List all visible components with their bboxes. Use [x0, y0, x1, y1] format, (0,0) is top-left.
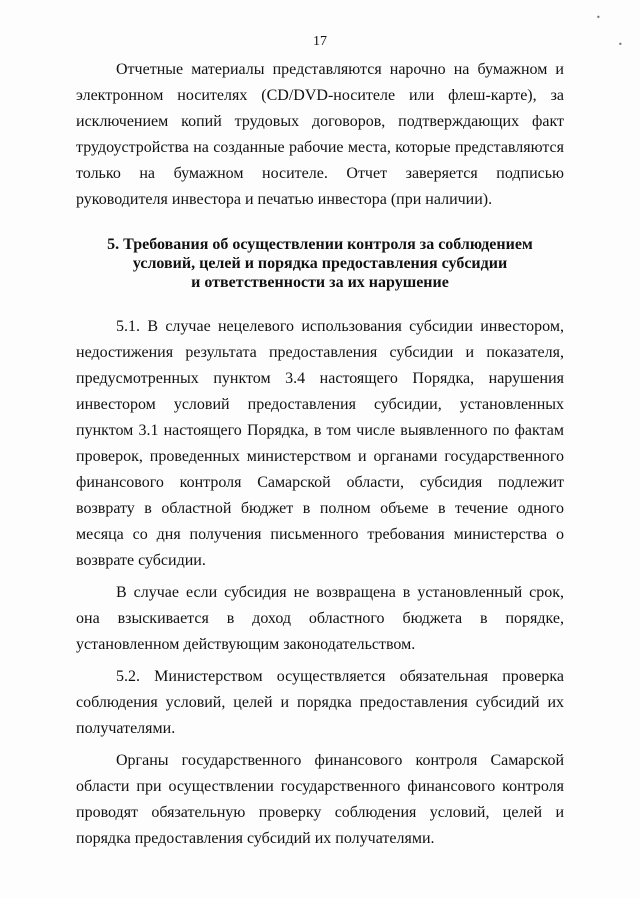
spacer — [76, 213, 564, 235]
paragraph-report-materials: Отчетные материалы представляются нарочно на бумажном и электронном носителях (CD/DVD-носителе или флеш-карте), за исключением копий трудовых договоров, подтверждающих факт трудоустройства на созданные рабочие места, которые представляются только на бумажном носителе. Отчет заверяется подписью руководителя инвестора и печатью инвестора (при наличии). — [76, 61, 564, 208]
section-heading-line: 5. Требования об осуществлении контроля за соблюдением — [107, 236, 533, 253]
spacer — [76, 292, 564, 314]
paragraph-financial-control: Органы государственного финансового контроля Самарской области при осуществлении государственного финансового контроля проводят обязательную проверку соблюдения условий, целей и порядка предоставления субсидий их получателями. — [76, 752, 564, 847]
document-body — [76, 57, 564, 852]
scan-artifact-dot: • — [596, 13, 601, 22]
paragraph-5-1: 5.1. В случае нецелевого использования субсидии инвестором, недостижения результата предоставления субсидии и показателя, предусмотренных пунктом 3.4 настоящего Порядка, нарушения инвестором условий предоставления субсидии, установленных пунктом 3.1 настоящего Порядка, в том числе выявленного по фактам проверок, проведенных министерством и органами государственного финансового контроля Самарской области, субсидия подлежит возврату в областной бюджет в полном объеме в течение одного месяца со дня получения письменного требования министерства о возврате субсидии. — [76, 318, 564, 569]
page-number: 17 — [313, 34, 327, 49]
paragraph-refund-enforcement: В случае если субсидия не возвращена в установленный срок, она взыскивается в доход областного бюджета в порядке, установленном действующим законодательством. — [76, 584, 564, 653]
scan-artifact-dot: • — [618, 40, 623, 49]
paragraph-5-2: 5.2. Министерством осуществляется обязательная проверка соблюдения условий, целей и порядка предоставления субсидий их получателями. — [76, 668, 564, 737]
section-heading-line: и ответственности за их нарушение — [191, 274, 449, 291]
section-heading — [76, 235, 564, 292]
section-heading-line: условий, целей и порядка предоставления субсидии — [132, 255, 508, 272]
